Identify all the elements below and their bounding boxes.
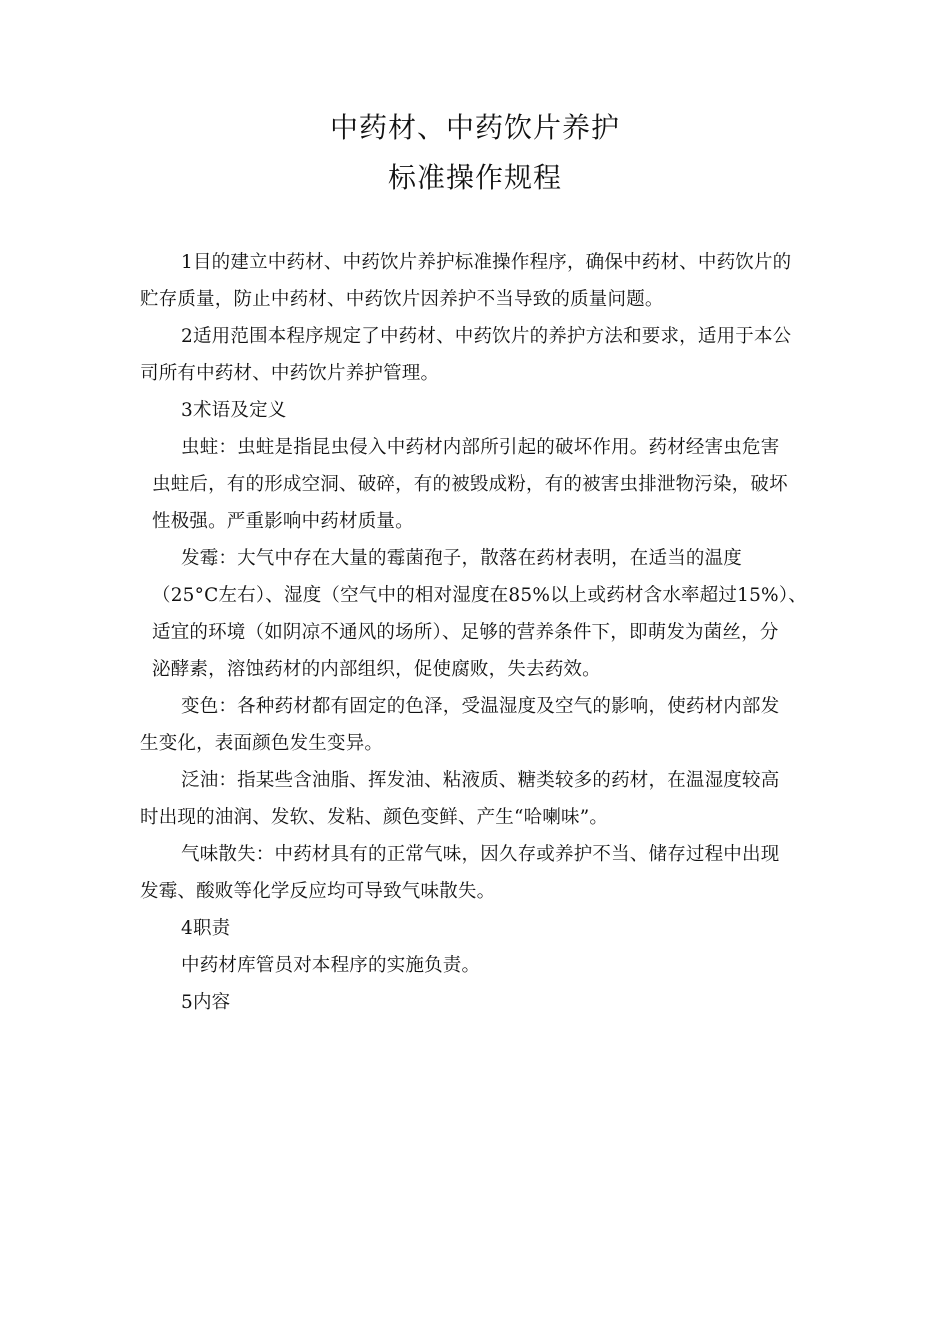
term-mold-line-1: 发霉：大气中存在大量的霉菌孢子，散落在药材表明，在适当的温度 xyxy=(181,548,743,569)
paragraph-purpose-line-1: 1目的建立中药材、中药饮片养护标准操作程序，确保中药材、中药饮片的 xyxy=(181,252,792,273)
paragraph-purpose-line-2: 贮存质量，防止中药材、中药饮片因养护不当导致的质量问题。 xyxy=(140,289,664,310)
paragraph-scope-line-2: 司所有中药材、中药饮片养护管理。 xyxy=(140,363,440,384)
section-heading-duties: 4职责 xyxy=(181,918,231,939)
term-insect-line-1: 虫蛀：虫蛀是指昆虫侵入中药材内部所引起的破坏作用。药材经害虫危害 xyxy=(181,437,780,458)
document-title-line-1: 中药材、中药饮片养护 xyxy=(329,111,620,144)
term-odor-loss-line-1: 气味散失：中药材具有的正常气味，因久存或养护不当、储存过程中出现 xyxy=(181,844,780,865)
section-heading-terms: 3术语及定义 xyxy=(181,400,287,421)
term-mold-line-4: 泌酵素，溶蚀药材的内部组织，促使腐败，失去药效。 xyxy=(152,659,601,680)
term-mold-line-3: 适宜的环境（如阴凉不通风的场所）、足够的营养条件下，即萌发为菌丝，分 xyxy=(152,622,779,643)
paragraph-scope-line-1: 2适用范围本程序规定了中药材、中药饮片的养护方法和要求，适用于本公 xyxy=(181,326,792,347)
document-title-line-2: 标准操作规程 xyxy=(387,161,562,194)
term-insect-line-2: 虫蛀后，有的形成空洞、破碎，有的被毁成粉，有的被害虫排泄物污染，破坏 xyxy=(152,474,788,495)
term-oil-line-2: 时出现的油润、发软、发粘、颜色变鲜、产生“哈喇味”。 xyxy=(140,807,609,828)
term-oil-line-1: 泛油：指某些含油脂、挥发油、粘液质、糖类较多的药材，在温湿度较高 xyxy=(181,770,780,791)
paragraph-duties: 中药材库管员对本程序的实施负责。 xyxy=(181,955,481,976)
section-heading-content: 5内容 xyxy=(181,992,231,1013)
term-insect-line-3: 性极强。严重影响中药材质量。 xyxy=(152,511,414,532)
term-discoloration-line-2: 生变化，表面颜色发生变异。 xyxy=(140,733,384,754)
term-odor-loss-line-2: 发霉、酸败等化学反应均可导致气味散失。 xyxy=(140,881,496,902)
term-mold-line-2: （25°C左右）、湿度（空气中的相对湿度在85%以上或药材含水率超过15%）、 xyxy=(152,585,807,606)
term-discoloration-line-1: 变色：各种药材都有固定的色泽，受温湿度及空气的影响，使药材内部发 xyxy=(181,696,780,717)
